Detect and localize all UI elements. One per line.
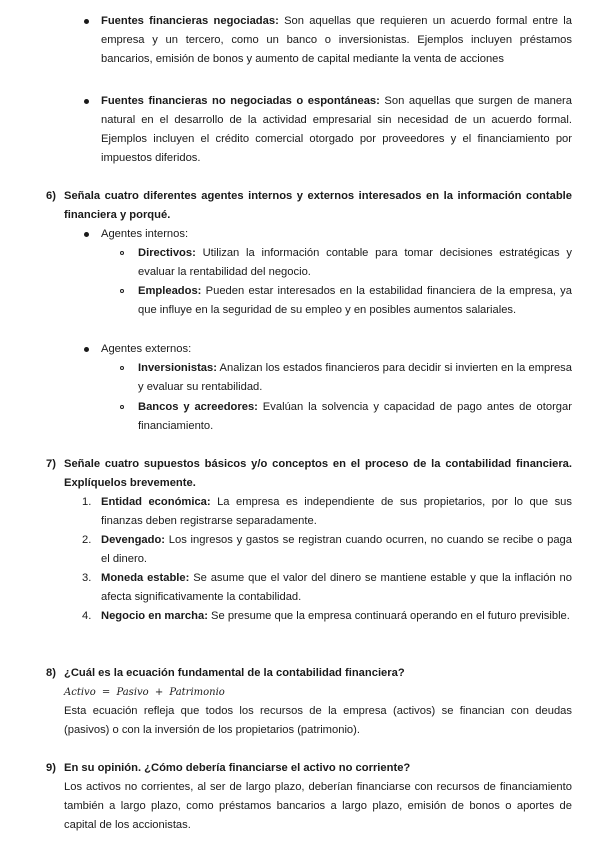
bullet-dot xyxy=(84,232,89,237)
sub-bullet-circle xyxy=(120,405,124,409)
agent-empleados xyxy=(138,282,572,320)
question-8-answer: Esta ecuación refleja que todos los recursos de la empresa (activos) se financian con deudas (pasivos) o con la inversión de los propietarios (patrimonio). xyxy=(64,705,572,736)
agent-title: Directivos: xyxy=(138,247,196,259)
bullet-title: Fuentes financieras negociadas: xyxy=(101,15,279,27)
list-number: 4. xyxy=(82,610,92,622)
bullet-dot xyxy=(84,347,89,352)
concept-negocio xyxy=(101,607,572,626)
question-7-text: Señale cuatro supuestos básicos y/o conceptos en el proceso de la contabilidad financiera. Explíquelos brevemente. xyxy=(64,458,572,489)
question-number: 7) xyxy=(46,458,56,470)
question-number: 9) xyxy=(46,762,56,774)
sub-bullet-circle xyxy=(120,366,124,370)
list-number: 3. xyxy=(82,572,92,584)
agent-bancos xyxy=(138,398,572,436)
agent-title: Empleados: xyxy=(138,285,202,297)
question-8-text: ¿Cuál es la ecuación fundamental de la contabilidad financiera? xyxy=(64,667,405,679)
agent-directivos xyxy=(138,244,572,282)
bullet-dot xyxy=(84,99,89,104)
agent-text: Utilizan la información contable para tomar decisiones estratégicas y evaluar la rentabilidad del negocio. xyxy=(138,247,572,278)
question-6-text: Señala cuatro diferentes agentes internos y externos interesados en la información contable financiera y porqué. xyxy=(64,190,572,221)
question-9-answer: Los activos no corrientes, al ser de largo plazo, deberían financiarse con recursos de financiamiento también a largo plazo, como préstamos bancarios a largo plazo, emisión de bonos o aportes de capital de los accionistas. xyxy=(64,781,572,831)
bullet-text: Son aquellas que surgen de manera natural en el desarrollo de la actividad empresarial sin necesidad de un acuerdo formal. Ejemplos incluyen el crédito comercial otorgado por proveedores y el financiamiento por impuestos diferidos. xyxy=(101,95,572,164)
external-agents-label: Agentes externos: xyxy=(101,343,192,355)
list-number: 1. xyxy=(82,496,92,508)
question-number: 6) xyxy=(46,190,56,202)
agent-title: Bancos y acreedores: xyxy=(138,401,258,413)
concept-moneda xyxy=(101,569,572,607)
agent-inversionistas xyxy=(138,359,572,397)
agent-title: Inversionistas: xyxy=(138,362,217,374)
bullet-text: Son aquellas que requieren un acuerdo formal entre la empresa y un tercero, como un banco o inversionistas. Ejemplos incluyen préstamos bancarios, emisión de bonos y aumento de capital mediante la venta de acciones xyxy=(101,15,572,65)
bullet-negotiated-sources xyxy=(101,12,572,69)
sub-bullet-circle xyxy=(120,251,124,255)
concept-text: La empresa es independiente de sus propietarios, por lo que sus finanzas deben registrarse separadamente. xyxy=(101,496,572,527)
agent-text: Analizan los estados financieros para decidir si invierten en la empresa y evaluar su rentabilidad. xyxy=(138,362,572,393)
list-number: 2. xyxy=(82,534,92,546)
question-number: 8) xyxy=(46,667,56,679)
concept-text: Los ingresos y gastos se registran cuando ocurren, no cuando se recibe o paga el dinero. xyxy=(101,534,572,565)
agent-text: Evalúan la solvencia y capacidad de pago antes de otorgar financiamiento. xyxy=(138,401,572,432)
concept-entidad xyxy=(101,493,572,531)
bullet-spontaneous-sources xyxy=(101,92,572,168)
concept-title: Negocio en marcha: xyxy=(101,610,208,622)
concept-title: Moneda estable: xyxy=(101,572,190,584)
bullet-dot xyxy=(84,19,89,24)
concept-devengado xyxy=(101,531,572,569)
equation: Activo = Pasivo + Patrimonio xyxy=(64,687,225,698)
concept-text: Se presume que la empresa continuará operando en el futuro previsible. xyxy=(207,610,570,622)
concept-title: Entidad económica: xyxy=(101,496,211,508)
agent-text: Pueden estar interesados en la estabilidad financiera de la empresa, ya que influye en la seguridad de su empleo y en posibles aumentos salariales. xyxy=(138,285,572,316)
concept-title: Devengado: xyxy=(101,534,166,546)
concept-text: Se asume que el valor del dinero se mantiene estable y que la inflación no afecta significativamente la contabilidad. xyxy=(101,572,572,603)
question-9-text: En su opinión. ¿Cómo debería financiarse el activo no corriente? xyxy=(64,762,411,774)
bullet-title: Fuentes financieras no negociadas o espontáneas: xyxy=(101,95,380,107)
internal-agents-label: Agentes internos: xyxy=(101,228,189,240)
sub-bullet-circle xyxy=(120,289,124,293)
